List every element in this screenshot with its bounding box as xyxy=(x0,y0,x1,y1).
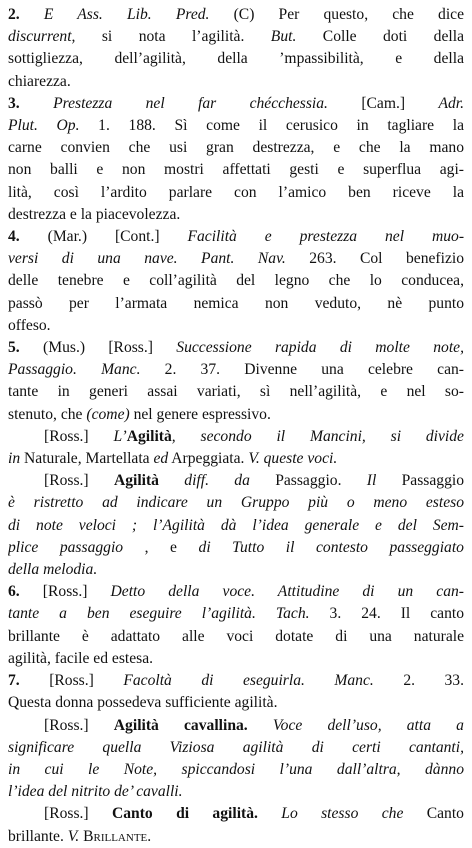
text-line xyxy=(8,826,464,848)
text-run: diff. xyxy=(158,472,209,490)
text-run: Prestezza nel far chécchessia. xyxy=(53,94,328,112)
text-run: di note veloci ; l’Agilità dà l’idea generale e del Sem- xyxy=(8,516,464,534)
text-line xyxy=(8,93,464,115)
text-run: offeso. xyxy=(8,316,51,334)
text-run: Colle doti della xyxy=(296,28,464,46)
text-run: da xyxy=(208,472,276,490)
text-line xyxy=(8,426,464,448)
text-line xyxy=(8,159,464,181)
text-run: [Ross.] xyxy=(44,427,114,445)
text-run: , e xyxy=(123,538,199,556)
text-line xyxy=(8,226,464,248)
text-run: Agilità xyxy=(113,472,159,490)
text-run: destrezza e la piacevolezza. xyxy=(8,205,181,223)
text-run: V. xyxy=(67,827,80,845)
text-run: [Ross.] xyxy=(42,583,111,601)
text-line xyxy=(8,204,464,226)
text-line xyxy=(8,581,464,603)
text-run: 4. xyxy=(8,228,48,246)
text-line xyxy=(8,182,464,204)
text-run: Facilità e prestezza nel muo- xyxy=(187,228,464,246)
text-run: (Mus.) [Ross.] xyxy=(43,339,177,357)
text-run: in cui le Note, spiccandosi l’una dall’altra, dànno xyxy=(8,760,464,778)
text-run: stenuto, che xyxy=(8,405,87,423)
text-run: sottigliezza, dell’agilità, della ’mpassibilità, e della xyxy=(8,50,464,68)
text-run: l’idea del nitrito de’ cavalli. xyxy=(8,783,183,801)
text-run: Canto di agilità. xyxy=(111,805,258,823)
text-line xyxy=(8,515,464,537)
text-run: si nota l’agilità. xyxy=(75,28,271,46)
text-run: Adr. xyxy=(438,94,464,112)
text-run: Passaggio. xyxy=(275,472,367,490)
text-run: 2. 33. xyxy=(373,672,464,690)
text-line xyxy=(8,626,464,648)
text-run: Naturale, Martellata xyxy=(20,450,154,468)
text-run: passò per l’armata nemica non veduto, nè punto xyxy=(8,294,464,312)
text-line xyxy=(8,537,464,559)
text-run: in xyxy=(8,450,21,468)
text-run: L’ xyxy=(113,427,127,445)
text-run: Plut. Op. xyxy=(8,117,80,135)
text-run: tante a ben eseguire l’agilità. Tach. xyxy=(8,605,310,623)
text-run: Arpeggiata. xyxy=(168,450,249,468)
text-run: 263. Col benefizio xyxy=(285,250,464,268)
text-run: versi di una nave. Pant. Nav. xyxy=(8,250,286,268)
text-run: brillante. xyxy=(8,827,68,845)
text-run: E Ass. Lib. Pred. xyxy=(43,6,210,23)
text-line xyxy=(8,248,464,270)
text-line xyxy=(8,715,464,737)
text-line xyxy=(8,270,464,292)
text-line xyxy=(8,404,464,426)
text-line xyxy=(8,48,464,70)
text-run: Questa donna possedeva sufficiente agilità. xyxy=(8,694,278,712)
text-run: Detto della voce. Attitudine di un can- xyxy=(110,583,464,601)
text-run: della melodia. xyxy=(8,561,98,579)
text-line xyxy=(8,781,464,803)
text-run: 3. 24. Il canto xyxy=(309,605,464,623)
text-run: plice passaggio xyxy=(8,538,124,556)
text-run: lità, così l’ardito parlare con l’amico ben riceve la xyxy=(8,183,464,201)
text-run: [Ross.] xyxy=(44,805,112,823)
text-run: But. xyxy=(270,28,297,46)
text-run: , secondo il Mancini, si divide xyxy=(171,427,464,445)
text-run: [Cam.] xyxy=(327,94,439,112)
text-line xyxy=(8,26,464,48)
text-run: è ristretto ad indicare un Gruppo più o meno esteso xyxy=(8,494,464,512)
text-run: Successione rapida di molte note, xyxy=(176,339,464,357)
text-run: 1. 188. Sì come il cerusico in tagliare la xyxy=(79,117,464,135)
text-line xyxy=(8,115,464,137)
text-run: Lo stesso che xyxy=(257,805,404,823)
text-line xyxy=(8,737,464,759)
text-run: brillante è adattato alle voci dotate di una naturale xyxy=(8,627,464,645)
text-line xyxy=(8,4,464,26)
text-line xyxy=(8,692,464,714)
text-line xyxy=(8,137,464,159)
text-run: (Mar.) [Cont.] xyxy=(47,228,188,246)
text-run: non balli e non mostri affettati gesti e superflua agi- xyxy=(8,161,464,179)
text-line xyxy=(8,559,464,581)
text-run: delle tenebre e coll’agilità del legno che lo conducea, xyxy=(8,272,464,290)
text-run: 3. xyxy=(8,94,54,112)
text-run: [Ross.] xyxy=(44,472,114,490)
text-line xyxy=(8,315,464,337)
text-run: significare quella Viziosa agilità di certi cantanti, xyxy=(8,738,464,756)
text-run: ed xyxy=(153,450,169,468)
text-run: Passaggio xyxy=(376,472,464,490)
text-line xyxy=(8,293,464,315)
text-run: Facoltà di eseguirla. Manc. xyxy=(123,672,374,690)
text-line xyxy=(8,448,464,470)
text-line xyxy=(8,670,464,692)
text-run: Il xyxy=(366,472,377,490)
text-line xyxy=(8,337,464,359)
text-run: Agilità cavallina. xyxy=(113,716,248,734)
text-run: [Ross.] xyxy=(49,672,124,690)
text-line xyxy=(8,470,464,492)
text-run: 2. 37. Divenne una celebre can- xyxy=(140,361,464,379)
text-run: Brillante. xyxy=(79,827,152,845)
text-line xyxy=(8,648,464,670)
text-run: agilità, facile ed estesa. xyxy=(8,649,154,667)
text-run: (C) Per questo, che dice xyxy=(209,6,464,23)
text-line xyxy=(8,759,464,781)
text-run: chiarezza. xyxy=(8,72,71,90)
text-run: Voce dell’uso, atta a xyxy=(247,716,464,734)
text-run: 7. xyxy=(8,672,50,690)
text-run: Passaggio. Manc. xyxy=(8,361,141,379)
text-run: [Ross.] xyxy=(44,716,114,734)
text-run: Canto xyxy=(403,805,464,823)
text-line xyxy=(8,492,464,514)
text-run: (come) xyxy=(86,405,130,423)
text-run: Agilità xyxy=(126,427,172,445)
text-line xyxy=(8,803,464,825)
text-run: carne convien che usi gran destrezza, e che la mano xyxy=(8,139,464,157)
text-line xyxy=(8,603,464,625)
text-line xyxy=(8,71,464,93)
text-run: 2. xyxy=(8,6,44,23)
text-run: 5. xyxy=(8,339,44,357)
text-line xyxy=(8,381,464,403)
text-run: discurrent, xyxy=(8,28,76,46)
text-run: tante in generi assai variati, sì nell’agilità, e nel so- xyxy=(8,383,464,401)
text-run: nel genere espressivo. xyxy=(129,405,271,423)
text-run: di Tutto il contesto passeggiato xyxy=(198,538,464,556)
text-run: V. queste voci. xyxy=(248,450,338,468)
text-line xyxy=(8,359,464,381)
text-run: 6. xyxy=(8,583,43,601)
entry-text xyxy=(8,4,464,848)
